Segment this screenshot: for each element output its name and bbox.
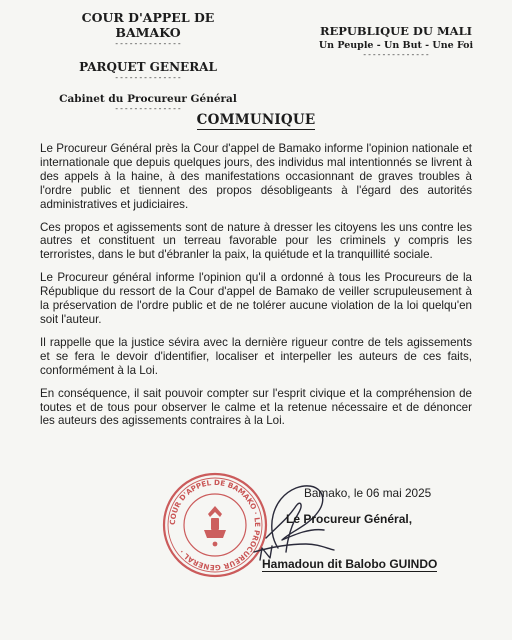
cabinet-name: Cabinet du Procureur Général [59,93,237,105]
separator-dashes: -------------- [362,50,430,59]
parquet-name: PARQUET GENERAL [79,60,217,74]
court-name: COUR D'APPEL DE BAMAKO [81,10,215,40]
paragraph: Il rappelle que la justice sévira avec la dernière rigueur contre de tels agissements et se fera le devoir d'identifier, localiser et interpeller les auteurs de ces faits, conformément à la Loi. [40,335,472,377]
republic-name: REPUBLIQUE DU MALI [319,24,473,38]
paragraph: Ces propos et agissements sont de nature à dresser les citoyens les uns contre les autres et constituent un terreau favorable pour les criminels y compris les terroristes, dans le but d'ébranler la paix, la quiétude et la tranquillité sociale. [40,220,472,262]
communique-body [40,142,472,437]
signer-name: Hamadoun dit Balobo GUINDO [262,557,438,571]
document-title [0,112,512,128]
signer-title: Le Procureur Général, [286,512,413,526]
paragraph: En conséquence, il sait pouvoir compter sur l'esprit civique et la compréhension de toutes et de tous pour observer le calme et la retenue nécessaire et de dénoncer les auteurs des agissements contraires à la Loi. [40,386,472,428]
title-text: COMMUNIQUE [196,112,316,128]
paragraph: Le Procureur général informe l'opinion qu'il a ordonné à tous les Procureurs de la République du ressort de la Cour d'appel de Bamako de veiller scrupuleusement à la préservation de l'ordre public et de ne tolérer aucune violation de la loi quelqu'en soit l'auteur. [40,271,472,326]
paragraph: Le Procureur Général près la Cour d'appel de Bamako informe l'opinion nationale et internationale que depuis quelques jours, des individus mal intentionnés se livrent à des appels à la haine, à des manifestations occasionnant de graves troubles à l'ordre public et tiennent des propos désobligeants à l'égard des autorités administratives et judiciaires. [40,142,472,211]
stamp-text: COUR D'APPEL DE BAMAKO · LE PROCUREUR GENERAL · [167,477,263,573]
document-date: Bamako, le 06 mai 2025 [304,486,432,500]
republic-motto: Un Peuple - Un But - Une Foi [318,40,474,51]
header-institution [48,10,248,113]
header-republic [316,24,476,59]
separator-dashes: -------------- [114,73,182,82]
separator-dashes: -------------- [114,104,182,113]
separator-dashes: -------------- [114,39,182,48]
